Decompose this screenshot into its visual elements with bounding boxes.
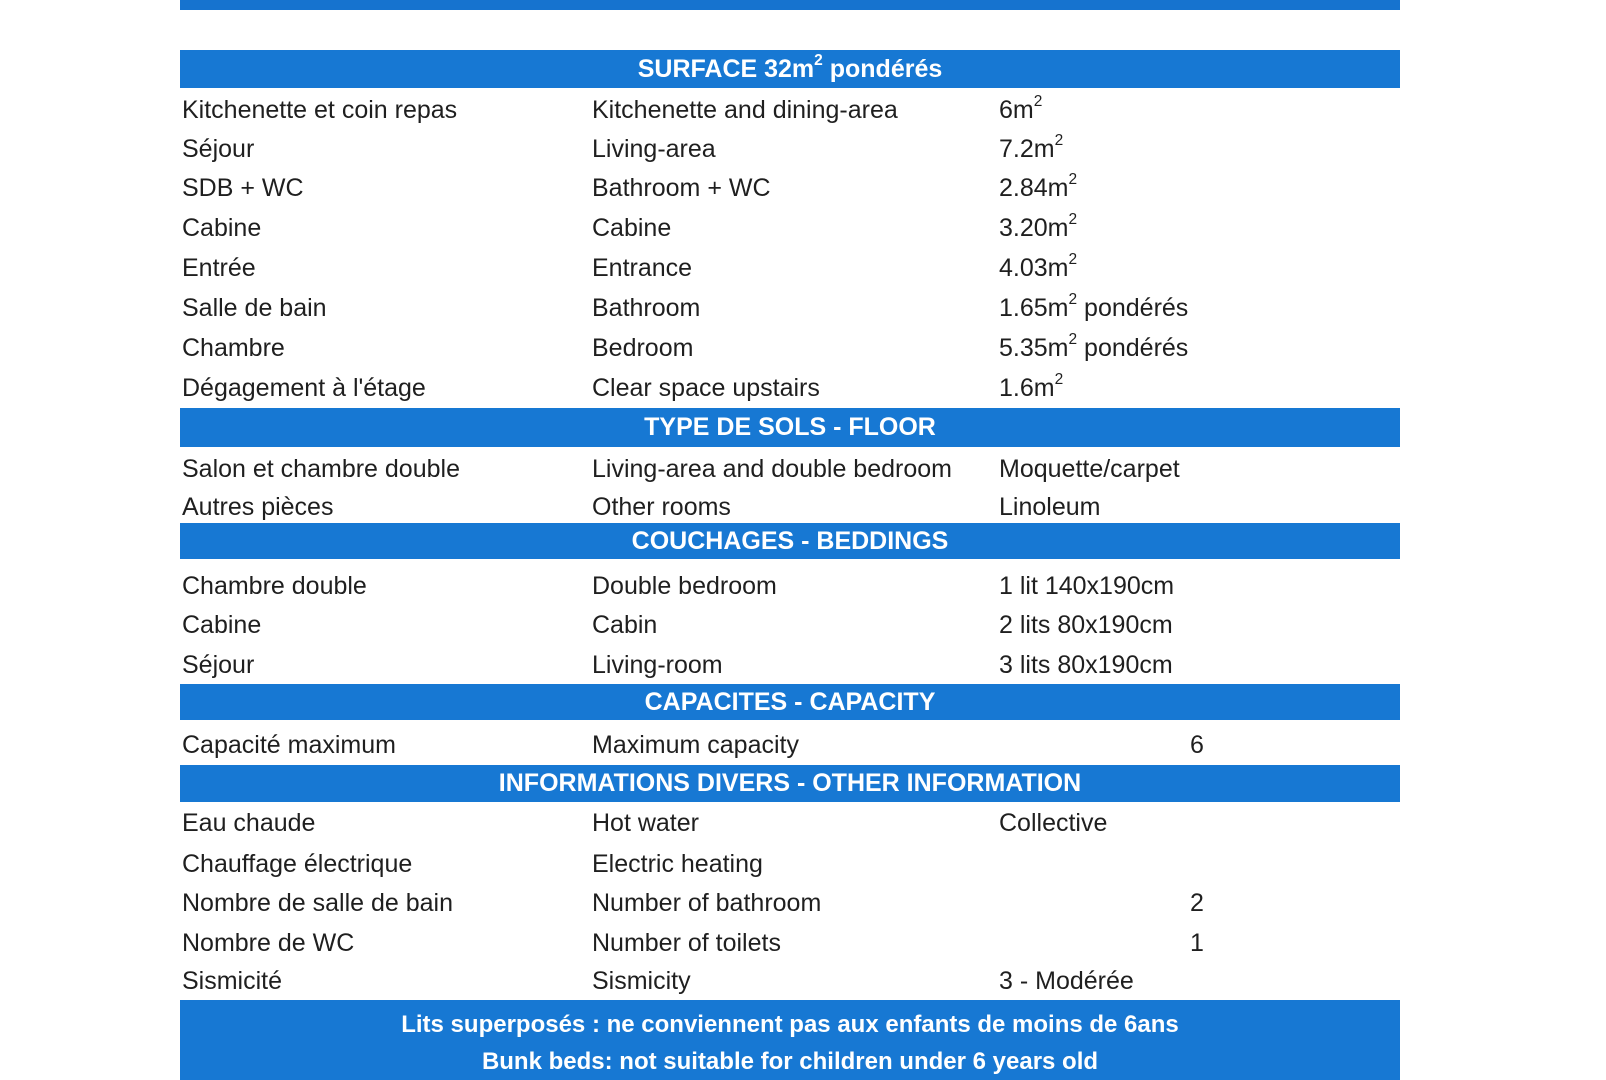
- row-label-fr: Séjour: [182, 135, 255, 163]
- table-row: [180, 449, 1400, 489]
- row-label-en: Living-room: [592, 651, 723, 679]
- table-row: [180, 288, 1400, 328]
- section-header-label: INFORMATIONS DIVERS - OTHER INFORMATION: [498, 769, 1082, 797]
- row-label-en: Double bedroom: [592, 572, 777, 600]
- row-value: $3.20m^2$: [999, 211, 1078, 242]
- row-label-en: Number of toilets: [592, 929, 781, 957]
- row-label-fr: Capacité maximum: [182, 731, 396, 759]
- row-number: 6: [1190, 731, 1204, 759]
- row-label-fr: Autres pièces: [182, 493, 334, 521]
- row-label-fr: Kitchenette et coin repas: [182, 96, 458, 124]
- row-value: $4.03m^2$: [999, 251, 1078, 282]
- section-header-other: [180, 765, 1400, 802]
- row-label-en: Number of bathroom: [592, 889, 822, 917]
- table-row: [180, 725, 1400, 765]
- row-label-en: Electric heating: [592, 850, 763, 878]
- section-header-label: COUCHAGES - BEDDINGS: [631, 527, 949, 555]
- row-value: $2.84m^2$: [999, 171, 1078, 202]
- row-label-en: Cabine: [592, 214, 672, 242]
- row-label-fr: Sismicité: [182, 967, 283, 995]
- section-header-surface: [180, 50, 1400, 88]
- row-value: Moquette/carpet: [999, 455, 1180, 483]
- table-row: [180, 208, 1400, 248]
- table-row: [180, 248, 1400, 288]
- table-row: [180, 961, 1400, 1001]
- row-label-fr: Nombre de WC: [182, 929, 355, 957]
- row-label-en: Maximum capacity: [592, 731, 799, 759]
- row-label-en: Cabin: [592, 611, 658, 639]
- table-row: [180, 803, 1400, 843]
- footer-warning: [180, 1000, 1400, 1080]
- table-row: [180, 844, 1400, 884]
- row-label-en: Bedroom: [592, 334, 694, 362]
- row-label-fr: Chambre double: [182, 572, 367, 600]
- row-value: 3 - Modérée: [999, 967, 1134, 995]
- row-value: 1 lit 140x190cm: [999, 572, 1175, 600]
- section-header-label: SURFACE $32m^2$ pondérés: [637, 52, 943, 83]
- section-header-label: TYPE DE SOLS - FLOOR: [644, 413, 936, 441]
- row-value: $1.65m^2$ pondérés: [999, 291, 1189, 322]
- row-label-en: Clear space upstairs: [592, 374, 820, 402]
- footer-warning-en: Bunk beds: not suitable for children under 6 years old: [481, 1048, 1099, 1075]
- row-value: 3 lits 80x190cm: [999, 651, 1173, 679]
- row-label-fr: Salon et chambre double: [182, 455, 460, 483]
- table-row: [180, 883, 1400, 923]
- row-label-fr: Salle de bain: [182, 294, 327, 322]
- row-label-fr: Entrée: [182, 254, 256, 282]
- section-header-capacity: [180, 684, 1400, 720]
- property-info-sheet: [180, 0, 1400, 1075]
- row-label-fr: Nombre de salle de bain: [182, 889, 453, 917]
- row-value: 2 lits 80x190cm: [999, 611, 1173, 639]
- row-label-en: Bathroom: [592, 294, 701, 322]
- row-label-fr: Dégagement à l'étage: [182, 374, 426, 402]
- row-label-fr: Séjour: [182, 651, 255, 679]
- table-row: [180, 487, 1400, 527]
- row-label-en: Other rooms: [592, 493, 731, 521]
- row-label-fr: Eau chaude: [182, 809, 316, 837]
- table-row: [180, 605, 1400, 645]
- table-row: [180, 645, 1400, 685]
- row-label-en: Living-area: [592, 135, 716, 163]
- table-row: [180, 168, 1400, 208]
- table-row: [180, 566, 1400, 606]
- table-row: [180, 90, 1400, 130]
- table-row: [180, 923, 1400, 963]
- table-row: [180, 129, 1400, 169]
- row-value: Collective: [999, 809, 1108, 837]
- row-value: Linoleum: [999, 493, 1101, 521]
- row-label-en: Bathroom + WC: [592, 174, 771, 202]
- row-label-en: Kitchenette and dining-area: [592, 96, 898, 124]
- row-number: 2: [1190, 889, 1204, 917]
- footer-warning-fr: Lits superposés : ne conviennent pas aux enfants de moins de 6ans: [401, 1011, 1179, 1038]
- table-row: [180, 328, 1400, 368]
- row-label-fr: Chambre: [182, 334, 285, 362]
- row-label-en: Living-area and double bedroom: [592, 455, 952, 483]
- row-label-fr: Cabine: [182, 611, 262, 639]
- section-header-floors: [180, 408, 1400, 447]
- row-value: $1.6m^2$: [999, 371, 1064, 402]
- row-label-fr: SDB + WC: [182, 174, 304, 202]
- top-partial-bar: [180, 0, 1400, 10]
- section-header-label: CAPACITES - CAPACITY: [644, 688, 936, 716]
- row-label-en: Sismicity: [592, 967, 691, 995]
- row-number: 1: [1190, 929, 1204, 957]
- row-value: $7.2m^2$: [999, 132, 1064, 163]
- table-row: [180, 368, 1400, 408]
- row-label-fr: Chauffage électrique: [182, 850, 413, 878]
- row-value: $6m^2$: [999, 93, 1043, 124]
- section-header-beddings: [180, 523, 1400, 559]
- row-label-en: Entrance: [592, 254, 693, 282]
- row-label-en: Hot water: [592, 809, 699, 837]
- row-label-fr: Cabine: [182, 214, 262, 242]
- row-value: $5.35m^2$ pondérés: [999, 331, 1189, 362]
